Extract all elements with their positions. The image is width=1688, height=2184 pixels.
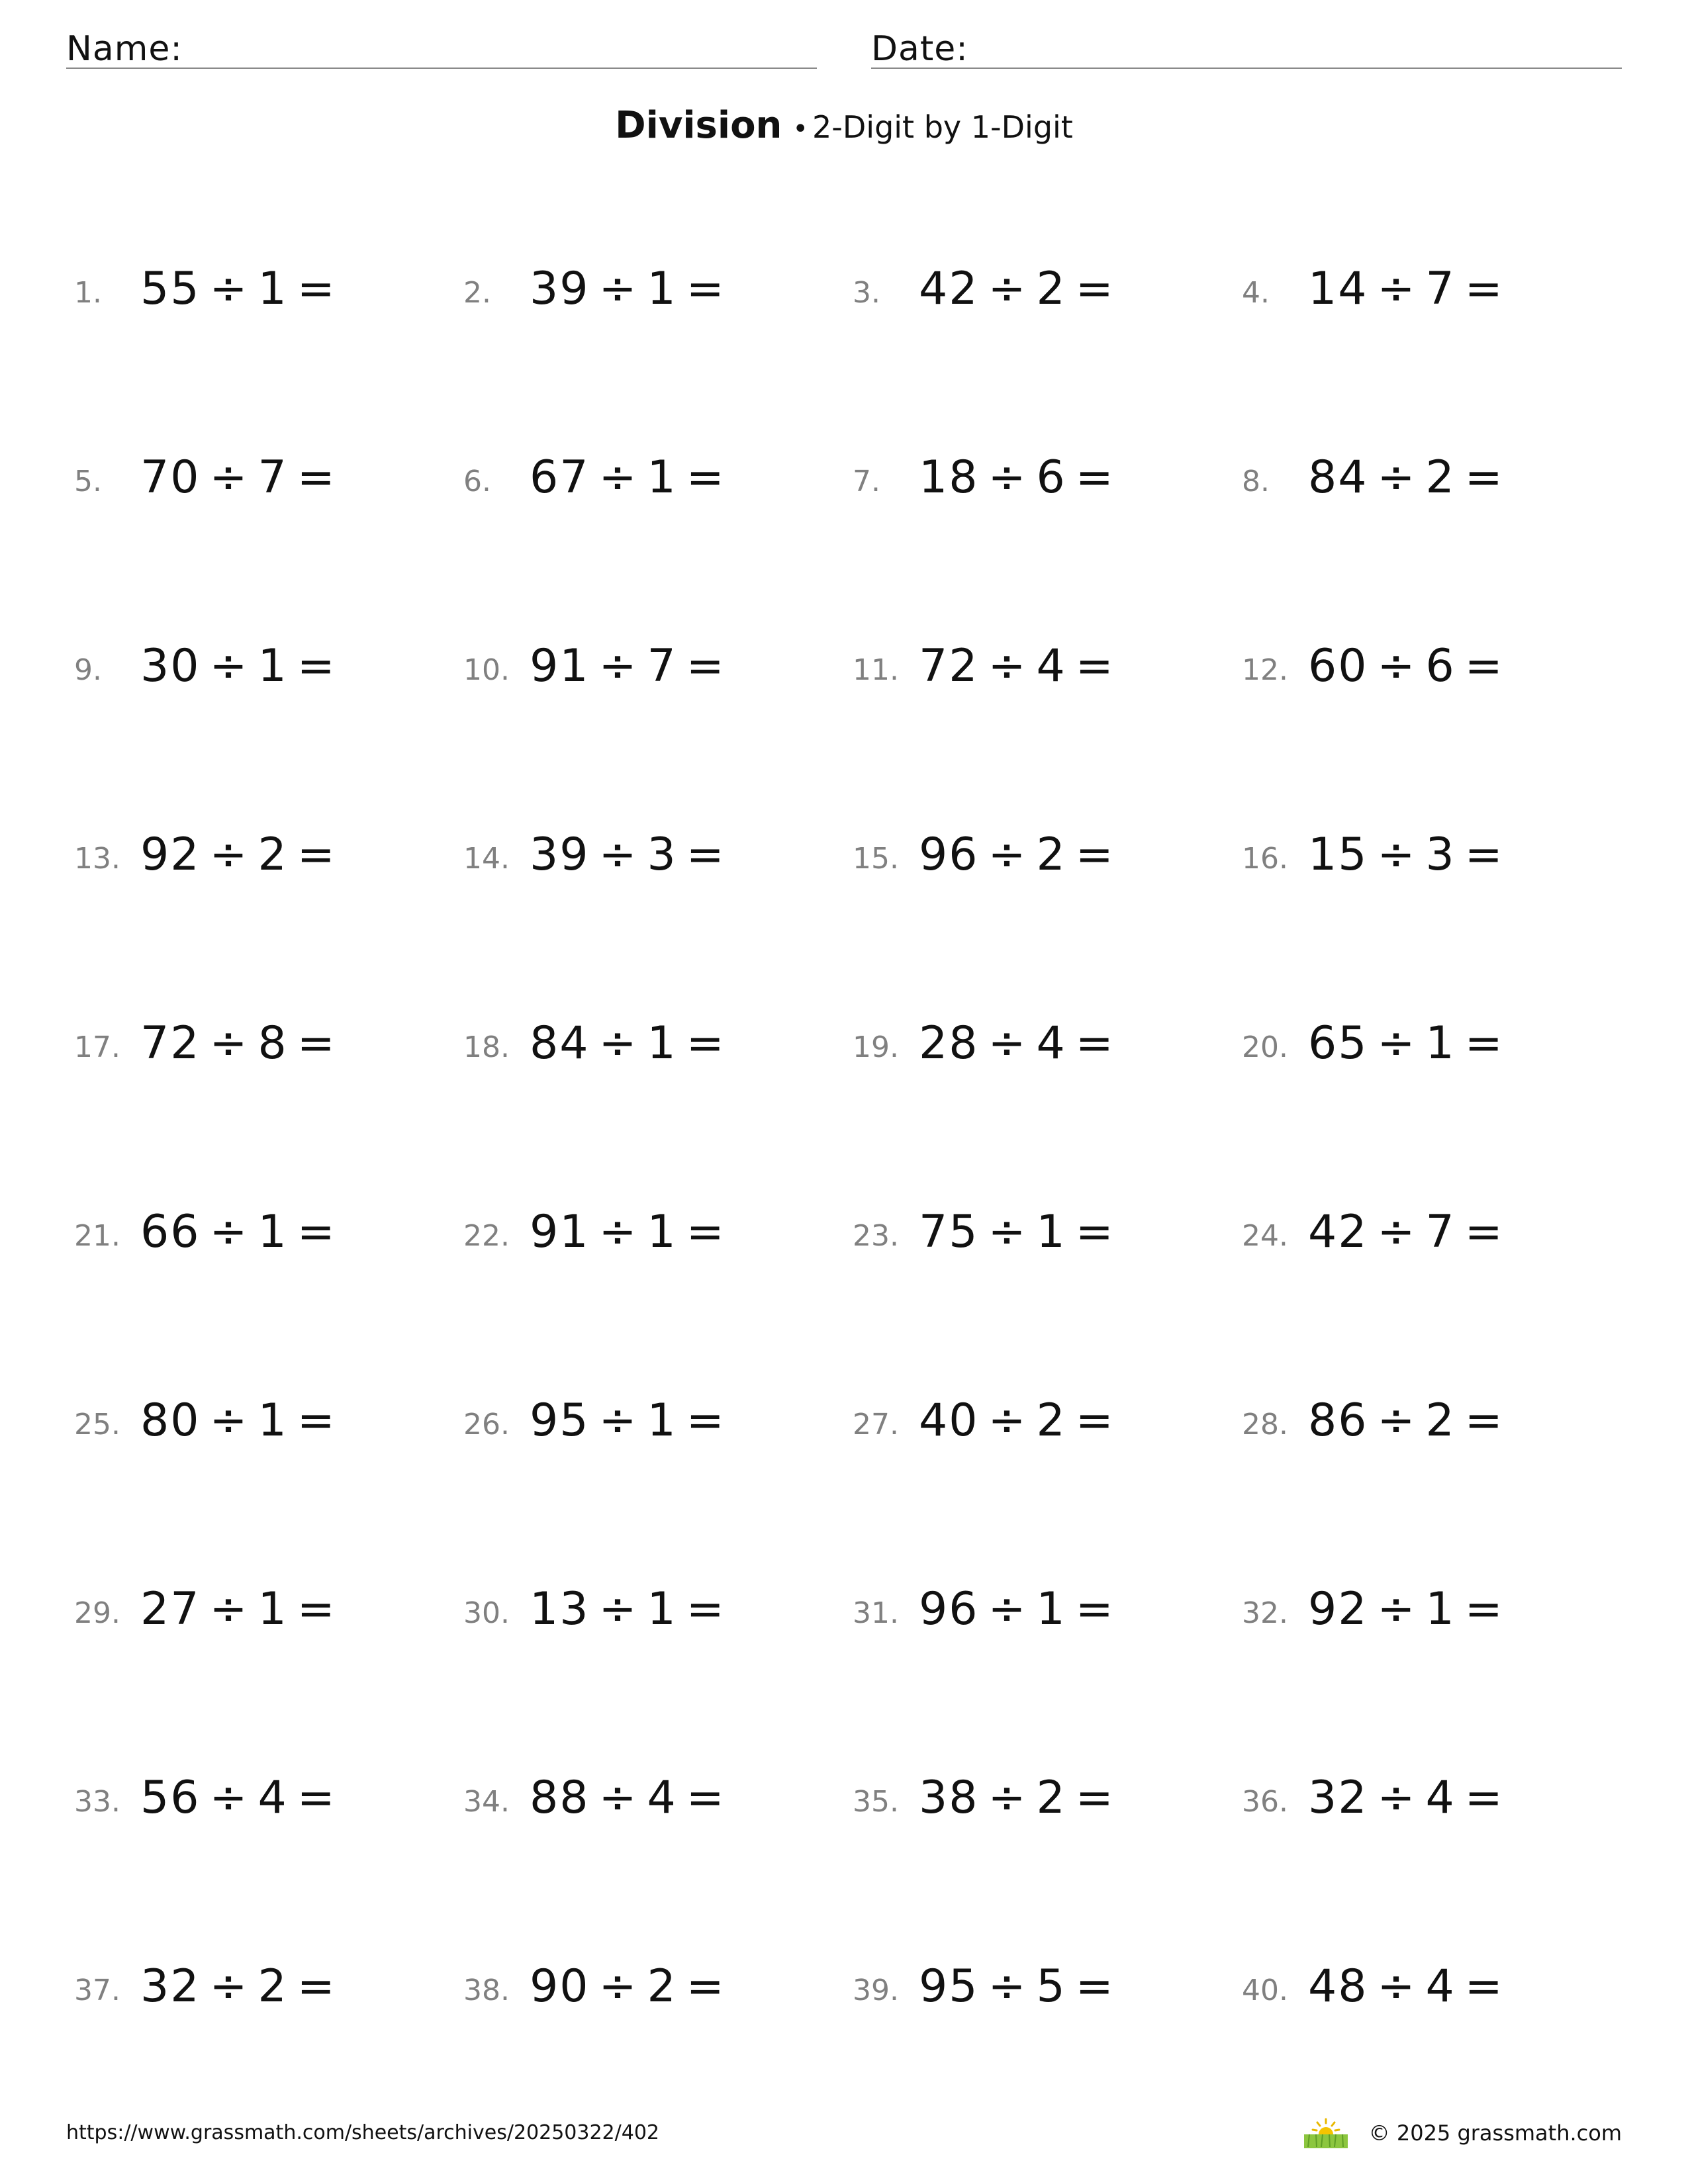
equals-sign: = [686, 640, 726, 692]
problem-number: 22. [463, 1219, 510, 1253]
dividend: 90 [530, 1960, 590, 2013]
divide-sign: ÷ [988, 1206, 1027, 1258]
divisor: 1 [647, 1206, 677, 1258]
problem-item [74, 1582, 445, 1641]
equals-sign: = [297, 1772, 336, 1824]
divide-sign: ÷ [988, 1017, 1027, 1069]
dividend: 42 [1308, 1206, 1368, 1258]
problem-item [853, 1582, 1223, 1641]
problem-number: 33. [74, 1785, 120, 1819]
divide-sign: ÷ [209, 1583, 249, 1635]
divisor: 2 [1425, 1394, 1456, 1447]
divisor: 1 [1425, 1017, 1456, 1069]
equals-sign: = [1464, 1583, 1504, 1635]
problem-number: 12. [1242, 653, 1288, 687]
dividend: 40 [919, 1394, 979, 1447]
divisor: 7 [258, 451, 288, 504]
problem-item [74, 827, 445, 887]
dividend: 39 [530, 263, 590, 315]
problem-item [74, 1393, 445, 1453]
problem-number: 21. [74, 1219, 120, 1253]
problem-number: 37. [74, 1974, 120, 2007]
equals-sign: = [1464, 1206, 1504, 1258]
problem-number: 16. [1242, 842, 1288, 876]
divide-sign: ÷ [209, 1206, 249, 1258]
divide-sign: ÷ [988, 451, 1027, 504]
divisor: 1 [1036, 1583, 1066, 1635]
problem-item [853, 1393, 1223, 1453]
problem-item [74, 1770, 445, 1830]
problem-expression [919, 1206, 1124, 1258]
problem-item [463, 1582, 834, 1641]
problem-item [463, 1770, 834, 1830]
equals-sign: = [1075, 451, 1115, 504]
divisor: 6 [1425, 640, 1456, 692]
problem-expression [1308, 1772, 1513, 1824]
divisor: 2 [258, 1960, 288, 2013]
problem-expression [140, 263, 346, 315]
divisor: 1 [258, 640, 288, 692]
equals-sign: = [1464, 1017, 1504, 1069]
problem-expression [140, 1394, 346, 1447]
dividend: 92 [1308, 1583, 1368, 1635]
problem-expression [1308, 1017, 1513, 1069]
divide-sign: ÷ [988, 1772, 1027, 1824]
dividend: 91 [530, 640, 590, 692]
divisor: 1 [258, 1583, 288, 1635]
equals-sign: = [1464, 263, 1504, 315]
problem-item [853, 450, 1223, 510]
problem-item [1242, 1959, 1613, 2019]
equals-sign: = [686, 263, 726, 315]
problem-expression [530, 1772, 735, 1824]
equals-sign: = [686, 1583, 726, 1635]
divisor: 4 [647, 1772, 677, 1824]
equals-sign: = [297, 1583, 336, 1635]
dividend: 67 [530, 451, 590, 504]
equals-sign: = [1464, 1960, 1504, 2013]
dividend: 72 [919, 640, 979, 692]
divisor: 1 [258, 263, 288, 315]
problem-number: 2. [463, 276, 491, 310]
problem-expression [919, 1772, 1124, 1824]
divisor: 1 [647, 263, 677, 315]
problem-number: 13. [74, 842, 120, 876]
problem-number: 32. [1242, 1596, 1288, 1630]
problem-number: 34. [463, 1785, 510, 1819]
divide-sign: ÷ [209, 1960, 249, 2013]
dividend: 13 [530, 1583, 590, 1635]
problem-item [853, 1016, 1223, 1075]
dividend: 75 [919, 1206, 979, 1258]
dividend: 42 [919, 263, 979, 315]
dividend: 84 [530, 1017, 590, 1069]
problem-expression [919, 1960, 1124, 2013]
divide-sign: ÷ [1377, 1394, 1417, 1447]
problem-number: 19. [853, 1030, 899, 1064]
equals-sign: = [1075, 1206, 1115, 1258]
problem-item [1242, 1770, 1613, 1830]
dividend: 66 [140, 1206, 201, 1258]
equals-sign: = [297, 640, 336, 692]
divide-sign: ÷ [209, 451, 249, 504]
problem-expression [530, 451, 735, 504]
problem-expression [919, 263, 1124, 315]
problem-item [74, 1959, 445, 2019]
dividend: 15 [1308, 829, 1368, 881]
problem-item [1242, 261, 1613, 321]
problem-expression [1308, 640, 1513, 692]
problem-number: 30. [463, 1596, 510, 1630]
problem-number: 29. [74, 1596, 120, 1630]
divisor: 3 [647, 829, 677, 881]
problem-number: 20. [1242, 1030, 1288, 1064]
divide-sign: ÷ [988, 1960, 1027, 2013]
dividend: 95 [919, 1960, 979, 2013]
equals-sign: = [1464, 1772, 1504, 1824]
equals-sign: = [686, 1394, 726, 1447]
problem-item [463, 1959, 834, 2019]
divide-sign: ÷ [598, 1772, 638, 1824]
problem-item [1242, 639, 1613, 698]
divide-sign: ÷ [1377, 263, 1417, 315]
divide-sign: ÷ [598, 263, 638, 315]
divide-sign: ÷ [209, 1772, 249, 1824]
problem-number: 36. [1242, 1785, 1288, 1819]
divisor: 1 [258, 1206, 288, 1258]
problem-item [463, 827, 834, 887]
dividend: 86 [1308, 1394, 1368, 1447]
problem-expression [1308, 829, 1513, 881]
problem-item [463, 261, 834, 321]
equals-sign: = [1075, 640, 1115, 692]
divide-sign: ÷ [988, 263, 1027, 315]
equals-sign: = [1464, 829, 1504, 881]
divisor: 1 [647, 1394, 677, 1447]
divisor: 8 [258, 1017, 288, 1069]
divide-sign: ÷ [209, 829, 249, 881]
equals-sign: = [686, 829, 726, 881]
problem-number: 39. [853, 1974, 899, 2007]
divisor: 1 [1036, 1206, 1066, 1258]
problem-expression [530, 263, 735, 315]
divisor: 4 [1425, 1772, 1456, 1824]
equals-sign: = [686, 1206, 726, 1258]
divisor: 5 [1036, 1960, 1066, 2013]
divide-sign: ÷ [988, 1394, 1027, 1447]
dividend: 96 [919, 829, 979, 881]
problem-number: 35. [853, 1785, 899, 1819]
problem-expression [1308, 451, 1513, 504]
divide-sign: ÷ [598, 1206, 638, 1258]
problem-number: 4. [1242, 276, 1270, 310]
divide-sign: ÷ [598, 1394, 638, 1447]
problem-expression [919, 1017, 1124, 1069]
problem-number: 25. [74, 1408, 120, 1441]
dividend: 70 [140, 451, 201, 504]
problem-item [853, 261, 1223, 321]
divisor: 7 [1425, 263, 1456, 315]
divisor: 2 [1036, 1772, 1066, 1824]
equals-sign: = [1075, 829, 1115, 881]
problem-item [853, 1770, 1223, 1830]
divide-sign: ÷ [1377, 1772, 1417, 1824]
problem-expression [140, 1017, 346, 1069]
dividend: 55 [140, 263, 201, 315]
equals-sign: = [1464, 451, 1504, 504]
problem-expression [140, 1583, 346, 1635]
divide-sign: ÷ [598, 640, 638, 692]
divide-sign: ÷ [1377, 640, 1417, 692]
problem-number: 40. [1242, 1974, 1288, 2007]
problem-item [463, 1016, 834, 1075]
dividend: 60 [1308, 640, 1368, 692]
problem-number: 18. [463, 1030, 510, 1064]
equals-sign: = [686, 1960, 726, 2013]
problem-item [1242, 450, 1613, 510]
divisor: 6 [1036, 451, 1066, 504]
equals-sign: = [686, 451, 726, 504]
divisor: 3 [1425, 829, 1456, 881]
problem-number: 10. [463, 653, 510, 687]
problem-item [1242, 1016, 1613, 1075]
problem-number: 23. [853, 1219, 899, 1253]
problem-number: 27. [853, 1408, 899, 1441]
problem-expression [1308, 1394, 1513, 1447]
divisor: 4 [1036, 1017, 1066, 1069]
problem-number: 11. [853, 653, 899, 687]
problem-expression [1308, 1583, 1513, 1635]
grass-sun-logo-icon [1303, 2116, 1349, 2150]
date-label: Date: [871, 29, 968, 69]
problem-item [1242, 1393, 1613, 1453]
equals-sign: = [1464, 640, 1504, 692]
problem-number: 31. [853, 1596, 899, 1630]
problem-expression [140, 1960, 346, 2013]
divisor: 2 [1425, 451, 1456, 504]
dividend: 88 [530, 1772, 590, 1824]
dividend: 96 [919, 1583, 979, 1635]
problem-expression [530, 1017, 735, 1069]
problem-expression [530, 829, 735, 881]
problem-item [74, 261, 445, 321]
dividend: 30 [140, 640, 201, 692]
dividend: 39 [530, 829, 590, 881]
equals-sign: = [297, 263, 336, 315]
dividend: 27 [140, 1583, 201, 1635]
copyright-text: © 2025 grassmath.com [1368, 2120, 1622, 2146]
divisor: 2 [647, 1960, 677, 2013]
problem-item [74, 1016, 445, 1075]
problem-item [853, 1205, 1223, 1264]
divisor: 2 [258, 829, 288, 881]
divisor: 1 [258, 1394, 288, 1447]
dividend: 95 [530, 1394, 590, 1447]
divide-sign: ÷ [1377, 1206, 1417, 1258]
problem-number: 15. [853, 842, 899, 876]
problem-item [463, 450, 834, 510]
divide-sign: ÷ [988, 829, 1027, 881]
problem-item [1242, 827, 1613, 887]
equals-sign: = [297, 829, 336, 881]
problem-number: 24. [1242, 1219, 1288, 1253]
problem-expression [530, 1206, 735, 1258]
problem-item [74, 450, 445, 510]
divide-sign: ÷ [209, 1017, 249, 1069]
footer-brand [1303, 2116, 1622, 2150]
problem-number: 14. [463, 842, 510, 876]
equals-sign: = [1075, 1772, 1115, 1824]
divisor: 1 [647, 1583, 677, 1635]
divide-sign: ÷ [598, 451, 638, 504]
equals-sign: = [686, 1017, 726, 1069]
divide-sign: ÷ [209, 263, 249, 315]
divisor: 7 [647, 640, 677, 692]
problem-item [463, 1393, 834, 1453]
divide-sign: ÷ [1377, 1583, 1417, 1635]
divide-sign: ÷ [988, 1583, 1027, 1635]
problem-expression [140, 1772, 346, 1824]
equals-sign: = [297, 1017, 336, 1069]
problem-number: 5. [74, 465, 102, 498]
dividend: 91 [530, 1206, 590, 1258]
problem-number: 6. [463, 465, 491, 498]
divide-sign: ÷ [598, 1960, 638, 2013]
problem-expression [140, 640, 346, 692]
problem-item [853, 827, 1223, 887]
dividend: 18 [919, 451, 979, 504]
dividend: 38 [919, 1772, 979, 1824]
dividend: 65 [1308, 1017, 1368, 1069]
title-separator: • [792, 114, 808, 144]
problem-item [74, 1205, 445, 1264]
equals-sign: = [1075, 1394, 1115, 1447]
equals-sign: = [1075, 1583, 1115, 1635]
title-subtitle: 2-Digit by 1-Digit [812, 109, 1073, 145]
problem-number: 8. [1242, 465, 1270, 498]
problem-number: 3. [853, 276, 880, 310]
problem-expression [919, 1394, 1124, 1447]
equals-sign: = [686, 1772, 726, 1824]
problem-number: 17. [74, 1030, 120, 1064]
divisor: 7 [1425, 1206, 1456, 1258]
divide-sign: ÷ [209, 640, 249, 692]
problem-expression [530, 1394, 735, 1447]
equals-sign: = [1464, 1394, 1504, 1447]
problem-number: 38. [463, 1974, 510, 2007]
dividend: 28 [919, 1017, 979, 1069]
divisor: 2 [1036, 1394, 1066, 1447]
divide-sign: ÷ [988, 640, 1027, 692]
equals-sign: = [297, 1206, 336, 1258]
divide-sign: ÷ [1377, 829, 1417, 881]
divide-sign: ÷ [598, 829, 638, 881]
equals-sign: = [1075, 263, 1115, 315]
problem-number: 7. [853, 465, 880, 498]
divisor: 2 [1036, 263, 1066, 315]
problem-expression [530, 1583, 735, 1635]
dividend: 14 [1308, 263, 1368, 315]
problem-number: 28. [1242, 1408, 1288, 1441]
divide-sign: ÷ [209, 1394, 249, 1447]
dividend: 56 [140, 1772, 201, 1824]
divisor: 1 [1425, 1583, 1456, 1635]
equals-sign: = [297, 451, 336, 504]
problem-expression [530, 1960, 735, 2013]
problem-expression [919, 1583, 1124, 1635]
problem-expression [530, 640, 735, 692]
divide-sign: ÷ [1377, 1017, 1417, 1069]
divide-sign: ÷ [598, 1583, 638, 1635]
name-label: Name: [66, 29, 183, 69]
equals-sign: = [297, 1394, 336, 1447]
dividend: 48 [1308, 1960, 1368, 2013]
divisor: 2 [1036, 829, 1066, 881]
problem-expression [1308, 1206, 1513, 1258]
dividend: 92 [140, 829, 201, 881]
problem-expression [140, 1206, 346, 1258]
problem-item [463, 639, 834, 698]
problem-item [853, 1959, 1223, 2019]
divide-sign: ÷ [1377, 451, 1417, 504]
divide-sign: ÷ [1377, 1960, 1417, 2013]
divisor: 4 [258, 1772, 288, 1824]
dividend: 80 [140, 1394, 201, 1447]
problem-number: 26. [463, 1408, 510, 1441]
problem-number: 1. [74, 276, 102, 310]
equals-sign: = [297, 1960, 336, 2013]
problem-item [853, 639, 1223, 698]
problem-number: 9. [74, 653, 102, 687]
dividend: 32 [1308, 1772, 1368, 1824]
dividend: 84 [1308, 451, 1368, 504]
problem-item [1242, 1205, 1613, 1264]
problem-item [74, 639, 445, 698]
divisor: 4 [1036, 640, 1066, 692]
dividend: 72 [140, 1017, 201, 1069]
problem-expression [1308, 1960, 1513, 2013]
problem-item [463, 1205, 834, 1264]
dividend: 32 [140, 1960, 201, 2013]
problem-expression [1308, 263, 1513, 315]
divide-sign: ÷ [598, 1017, 638, 1069]
footer-url: https://www.grassmath.com/sheets/archives/20250322/402 [66, 2121, 660, 2144]
problem-expression [919, 829, 1124, 881]
title-main: Division [615, 104, 782, 147]
divisor: 1 [647, 1017, 677, 1069]
problem-expression [140, 829, 346, 881]
equals-sign: = [1075, 1017, 1115, 1069]
divisor: 1 [647, 451, 677, 504]
problem-expression [919, 451, 1124, 504]
problem-item [1242, 1582, 1613, 1641]
equals-sign: = [1075, 1960, 1115, 2013]
problem-expression [919, 640, 1124, 692]
divisor: 4 [1425, 1960, 1456, 2013]
problem-expression [140, 451, 346, 504]
